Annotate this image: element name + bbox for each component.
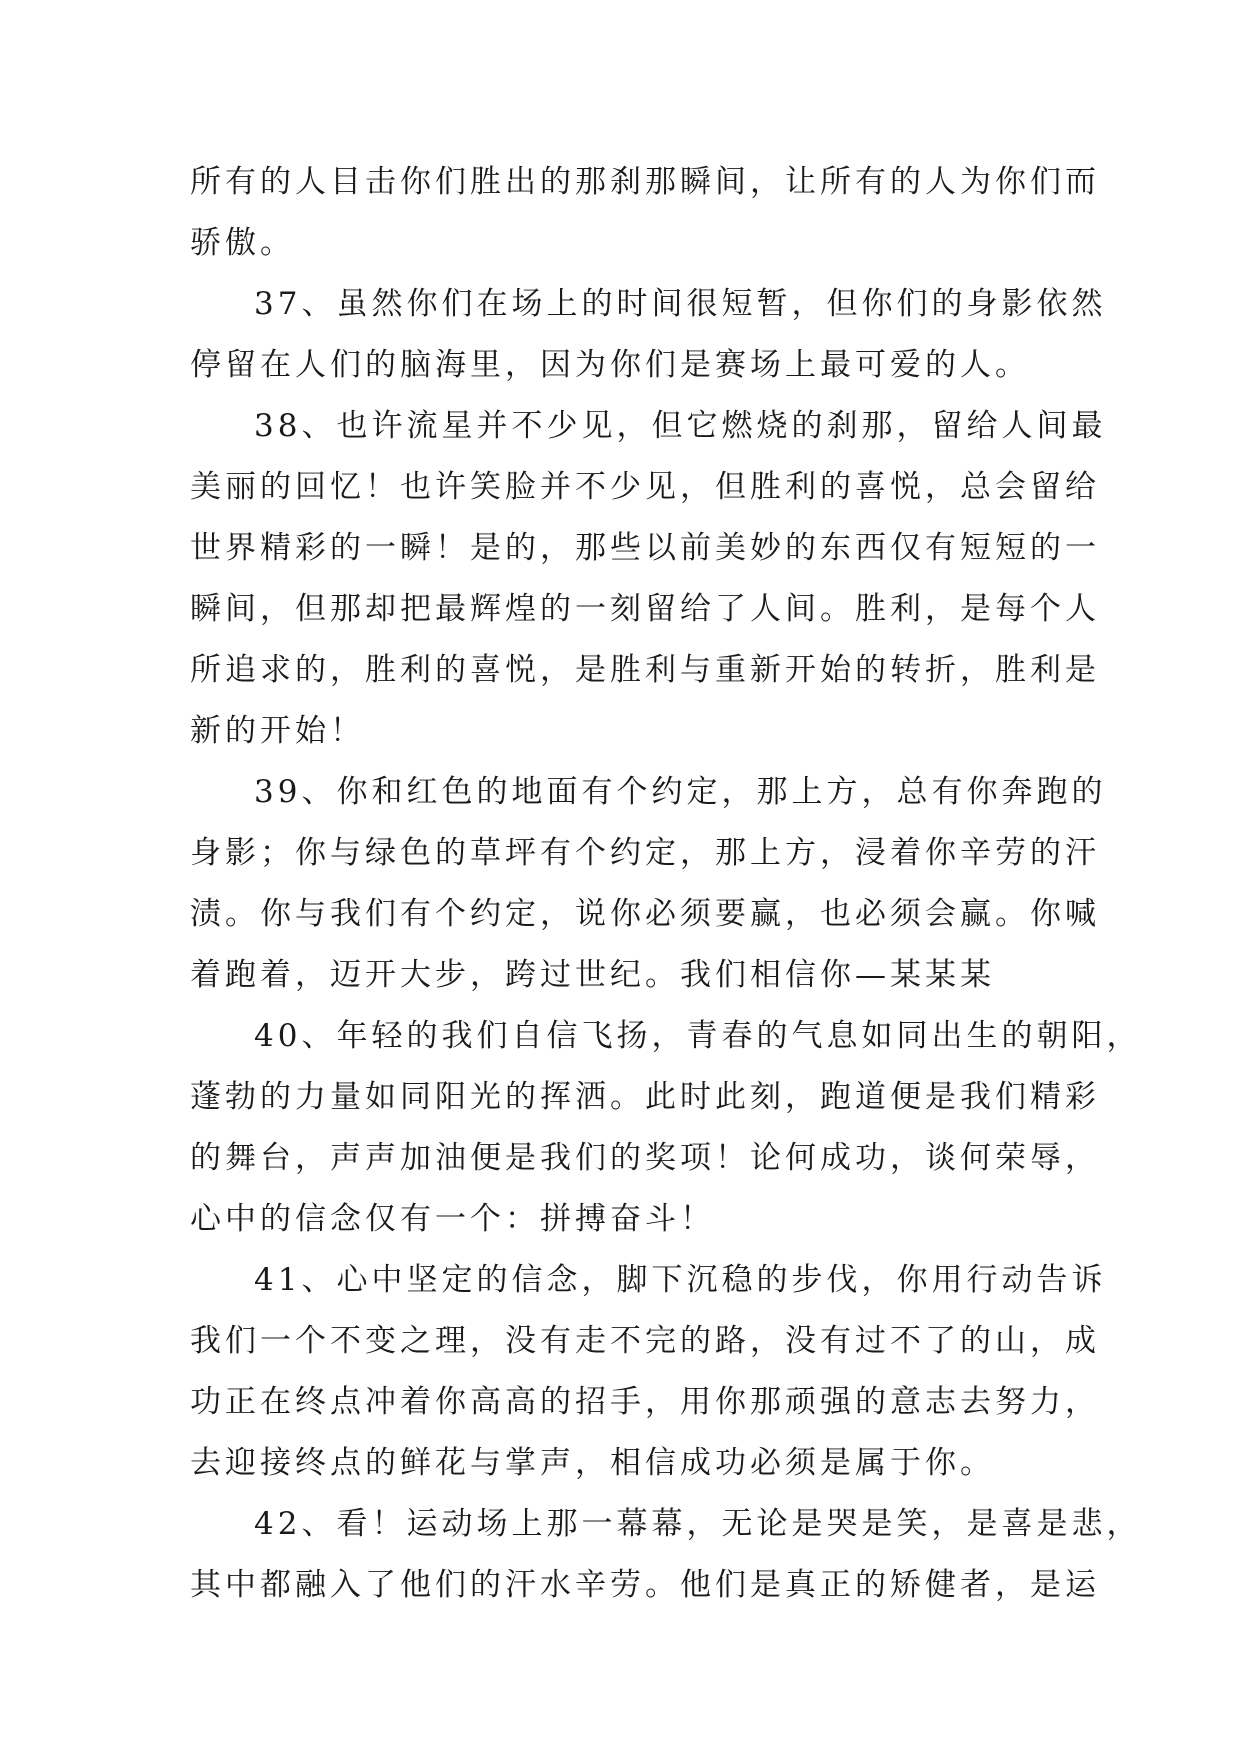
text-line: 身影；你与绿色的草坪有个约定，那上方，浸着你辛劳的汗 <box>190 835 1100 871</box>
text-line: 的舞台，声声加油便是我们的奖项！论何成功，谈何荣辱， <box>190 1140 1100 1176</box>
text-line: 渍。你与我们有个约定，说你必须要赢，也必须会赢。你喊 <box>190 896 1100 932</box>
text-line: 美丽的回忆！也许笑脸并不少见，但胜利的喜悦，总会留给 <box>190 469 1100 505</box>
text-line: 所追求的，胜利的喜悦，是胜利与重新开始的转折，胜利是 <box>190 652 1100 688</box>
paragraph-39-start: 39、你和红色的地面有个约定，那上方，总有你奔跑的 <box>254 774 1107 810</box>
text-line: 去迎接终点的鲜花与掌声，相信成功必须是属于你。 <box>190 1445 995 1481</box>
text-line: 蓬勃的力量如同阳光的挥洒。此时此刻，跑道便是我们精彩 <box>190 1079 1100 1115</box>
paragraph-38-start: 38、也许流星并不少见，但它燃烧的刹那，留给人间最 <box>254 408 1107 444</box>
paragraph-40-start: 40、年轻的我们自信飞扬，青春的气息如同出生的朝阳， <box>254 1018 1142 1054</box>
text-line: 骄傲。 <box>190 225 295 261</box>
text-line: 世界精彩的一瞬！是的，那些以前美妙的东西仅有短短的一 <box>190 530 1100 566</box>
text-line: 其中都融入了他们的汗水辛劳。他们是真正的矫健者，是运 <box>190 1567 1100 1603</box>
text-line: 我们一个不变之理，没有走不完的路，没有过不了的山，成 <box>190 1323 1100 1359</box>
document-page <box>190 152 1142 1616</box>
text-line: 瞬间，但那却把最辉煌的一刻留给了人间。胜利，是每个人 <box>190 591 1100 627</box>
paragraph-41-start: 41、心中坚定的信念，脚下沉稳的步伐，你用行动告诉 <box>254 1262 1107 1298</box>
text-line: 新的开始！ <box>190 713 365 749</box>
text-line: 功正在终点冲着你高高的招手，用你那顽强的意志去努力， <box>190 1384 1100 1420</box>
text-line: 心中的信念仅有一个：拼搏奋斗！ <box>190 1201 715 1237</box>
text-line: 所有的人目击你们胜出的那刹那瞬间，让所有的人为你们而 <box>190 164 1100 200</box>
text-line: 停留在人们的脑海里，因为你们是赛场上最可爱的人。 <box>190 347 1030 383</box>
paragraph-42-start: 42、看！运动场上那一幕幕，无论是哭是笑，是喜是悲， <box>254 1506 1142 1542</box>
paragraph-37-start: 37、虽然你们在场上的时间很短暂，但你们的身影依然 <box>254 286 1107 322</box>
text-line: 着跑着，迈开大步，跨过世纪。我们相信你—某某某 <box>190 957 995 993</box>
